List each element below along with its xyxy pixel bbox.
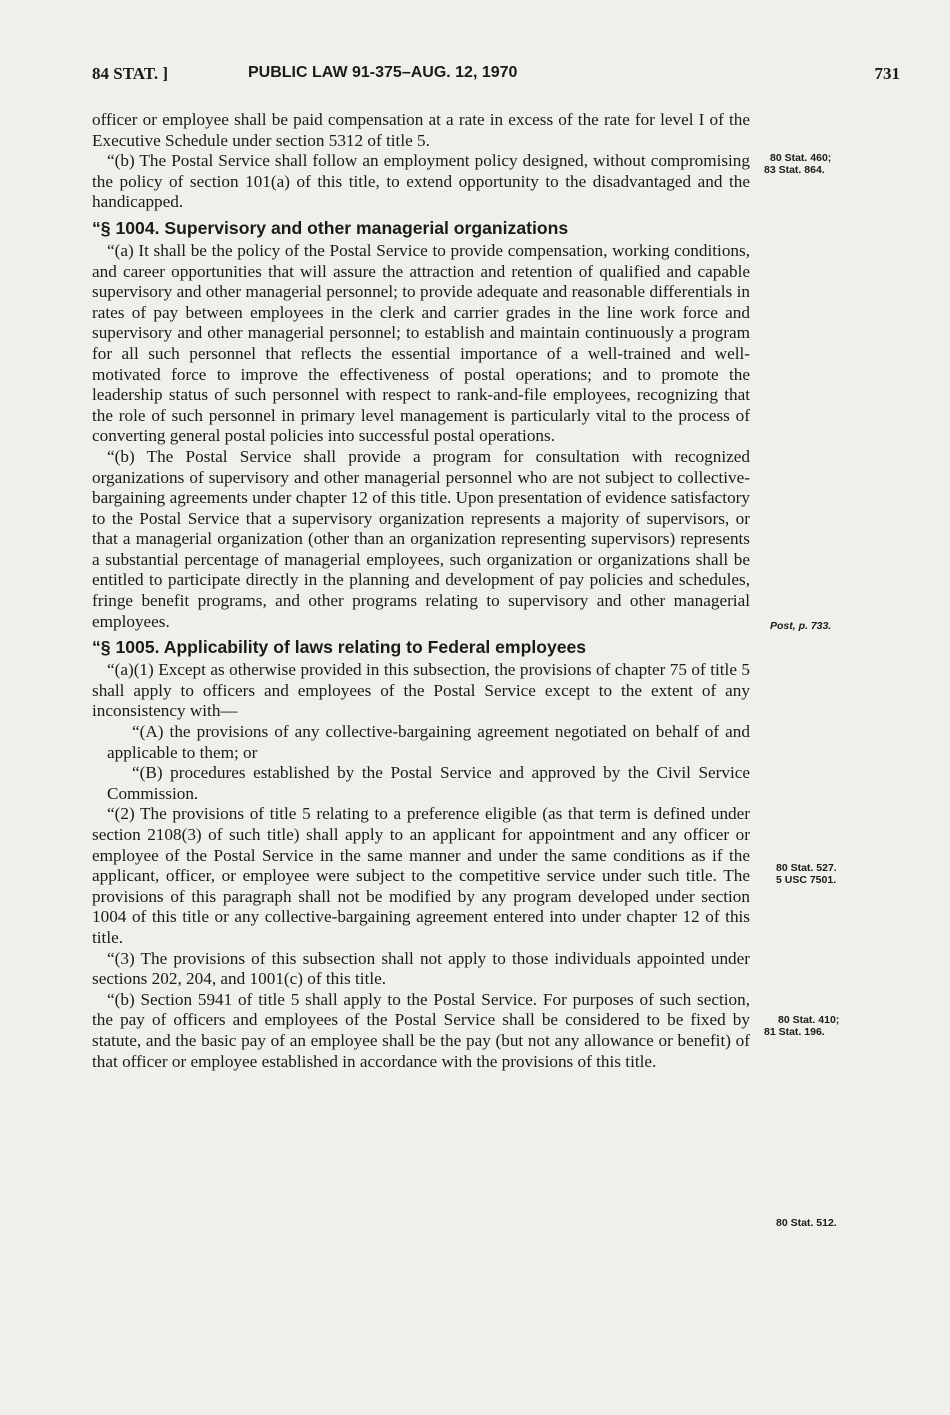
paragraph: “(b) The Postal Service shall follow an employment policy designed, without compromising the policy of section 101(a) of this title, to extend opportunity to the disadvantaged and the handicapped.: [92, 151, 750, 212]
paragraph: “(B) procedures established by the Postal Service and approved by the Civil Service Commission.: [107, 763, 750, 803]
paragraph: “(a)(1) Except as otherwise provided in this subsection, the provisions of chapter 75 of title 5 shall apply to officers and employees of the Postal Service except to the extent of any inconsistency with—: [92, 660, 750, 721]
paragraph: “(3) The provisions of this subsection shall not apply to those individuals appointed under sections 202, 204, and 1001(c) of this title.: [92, 948, 750, 989]
margin-citation: Post, p. 733.: [770, 620, 832, 632]
paragraph: “(b) Section 5941 of title 5 shall apply to the Postal Service. For purposes of such section, the pay of officers and employees of the Postal Service shall be considered to be fixed by statute, and the basic pay of an employee shall be the pay (but not any allowance or benefit) of that officer or employee established in accordance with the provisions of this title.: [92, 989, 750, 1071]
paragraph: “(A) the provisions of any collective-bargaining agreement negotiated on behalf of and applicable to them; or: [107, 722, 750, 762]
page-number: 731: [874, 64, 900, 83]
page-header: [92, 64, 900, 88]
margin-citation: 80 Stat. 460; 83 Stat. 864.: [764, 152, 832, 176]
paragraph: “(2) The provisions of title 5 relating to a preference eligible (as that term is defined under section 2108(3) of such title) shall apply to an applicant for appointment and any officer or employee of the Postal Service in the same manner and under the same conditions as if the applicant, officer, or employee were subject to the competitive service under such title. The provisions of this paragraph shall not be modified by any program developed under section 1004 of this title or any collective-bargaining agreement entered into under chapter 12 of this title.: [92, 804, 750, 947]
paragraph: officer or employee shall be paid compensation at a rate in excess of the rate for level I of the Executive Schedule under section 5312 of title 5.: [92, 110, 750, 150]
statute-volume: 84 STAT. ]: [92, 64, 169, 83]
margin-citation: 80 Stat. 527. 5 USC 7501.: [776, 862, 837, 886]
paragraph: “(a) It shall be the policy of the Postal Service to provide compensation, working conditions, and career opportunities that will assure the attraction and retention of qualified and capable supervisory and other managerial personnel; to provide adequate and reasonable differentials in rates of pay between employees in the clerk and carrier grades in the line work force and supervisory and other managerial personnel; to establish and maintain continuously a program for all such personnel that reflects the essential importance of a well-trained and well-motivated force to improve the effectiveness of postal operations; and to promote the leadership status of such personnel with respect to rank-and-file employees, recognizing that the role of such personnel in primary level management is particularly vital to the process of converting general postal policies into successful postal operations.: [92, 240, 750, 446]
document-body: [92, 110, 750, 1072]
section-heading-1004: “§ 1004. Supervisory and other managerial organizations: [92, 217, 569, 238]
margin-citation: 80 Stat. 410; 81 Stat. 196.: [764, 1014, 840, 1038]
section-heading-1005: “§ 1005. Applicability of laws relating to Federal employees: [92, 637, 587, 658]
paragraph: “(b) The Postal Service shall provide a program for consultation with recognized organizations of supervisory and other managerial personnel who are not subject to collective-bargaining agreements under chapter 12 of this title. Upon presentation of evidence satisfactory to the Postal Service that a supervisory organization represents a majority of supervisors, or that a managerial organization (other than an organization representing supervisors) represents a substantial percentage of managerial employees, such organization or organizations shall be entitled to participate directly in the planning and development of pay policies and schedules, fringe benefit programs, and other programs relating to supervisory and other managerial employees.: [92, 446, 750, 631]
margin-citation: 80 Stat. 512.: [776, 1217, 837, 1229]
law-title: PUBLIC LAW 91-375–AUG. 12, 1970: [248, 64, 518, 81]
